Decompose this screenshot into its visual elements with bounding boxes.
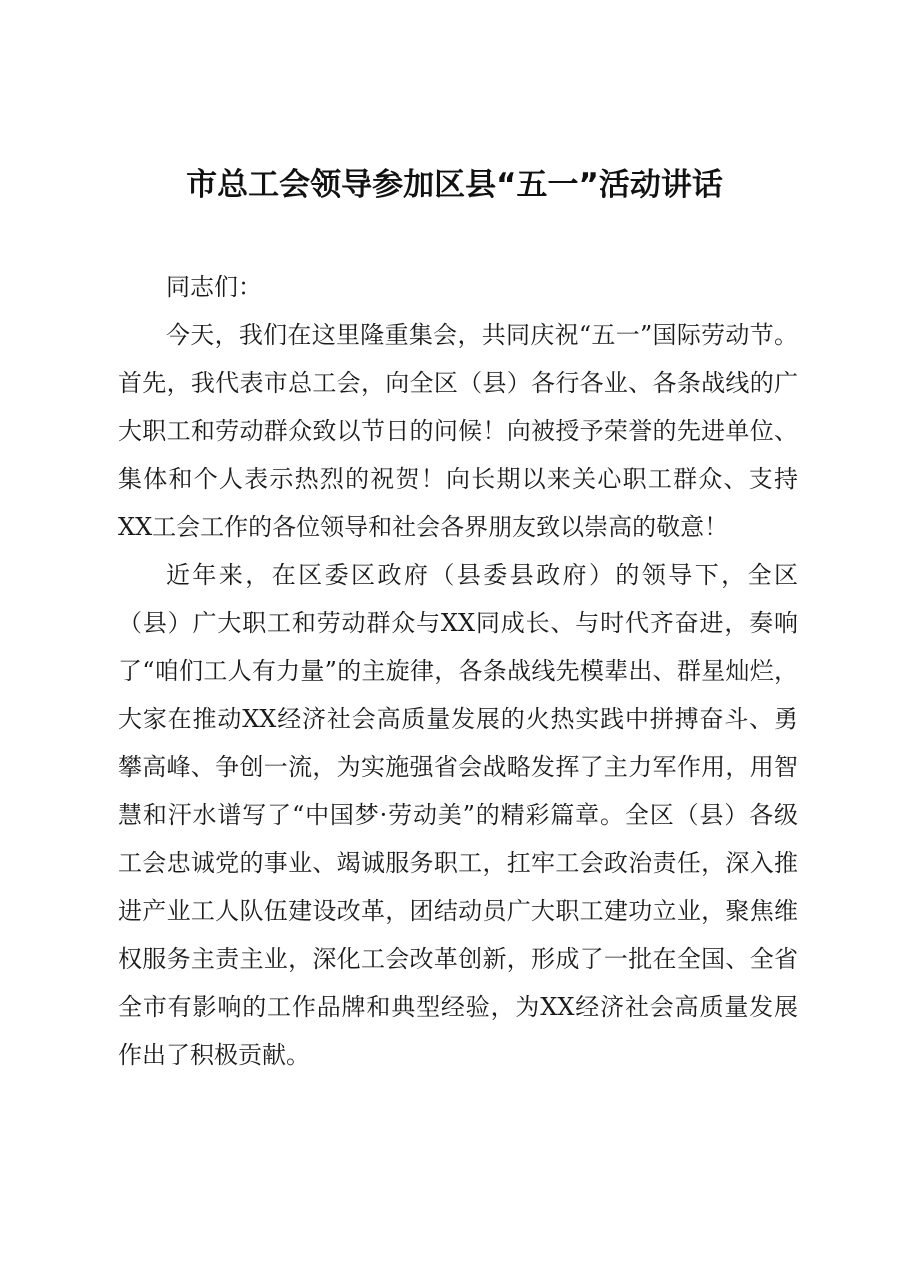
salutation: 同志们： bbox=[166, 273, 262, 301]
document-body bbox=[118, 263, 798, 1079]
paragraph: 近年来，在区委区政府（县委县政府）的领导下，全区（县）广大职工和劳动群众与XX同成长、与时代齐奋进，奏响了“咱们工人有力量”的主旋律，各条战线先模辈出、群星灿烂，大家在推动XX经济社会高质量发展的火热实践中拼搏奋斗、勇攀高峰、争创一流，为实施强省会战略发挥了主力军作用，用智慧和汗水谱写了“中国梦·劳动美”的精彩篇章。全区（县）各级工会忠诚党的事业、竭诚服务职工，扛牢工会政治责任，深入推进产业工人队伍建设改革，团结动员广大职工建功立业，聚焦维权服务主责主业，深化工会改革创新，形成了一批在全国、全省全市有影响的工作品牌和典型经验，为XX经济社会高质量发展作出了积极贡献。 bbox=[118, 561, 798, 1069]
document-title: 市总工会领导参加区县“五一”活动讲话 bbox=[186, 167, 723, 203]
paragraph: 今天，我们在这里隆重集会，共同庆祝“五一”国际劳动节。首先，我代表市总工会，向全区（县）各行各业、各条战线的广大职工和劳动群众致以节日的问候！向被授予荣誉的先进单位、集体和个人表示热烈的祝贺！向长期以来关心职工群众、支持XX工会工作的各位领导和社会各界朋友致以崇高的敬意！ bbox=[118, 321, 798, 541]
